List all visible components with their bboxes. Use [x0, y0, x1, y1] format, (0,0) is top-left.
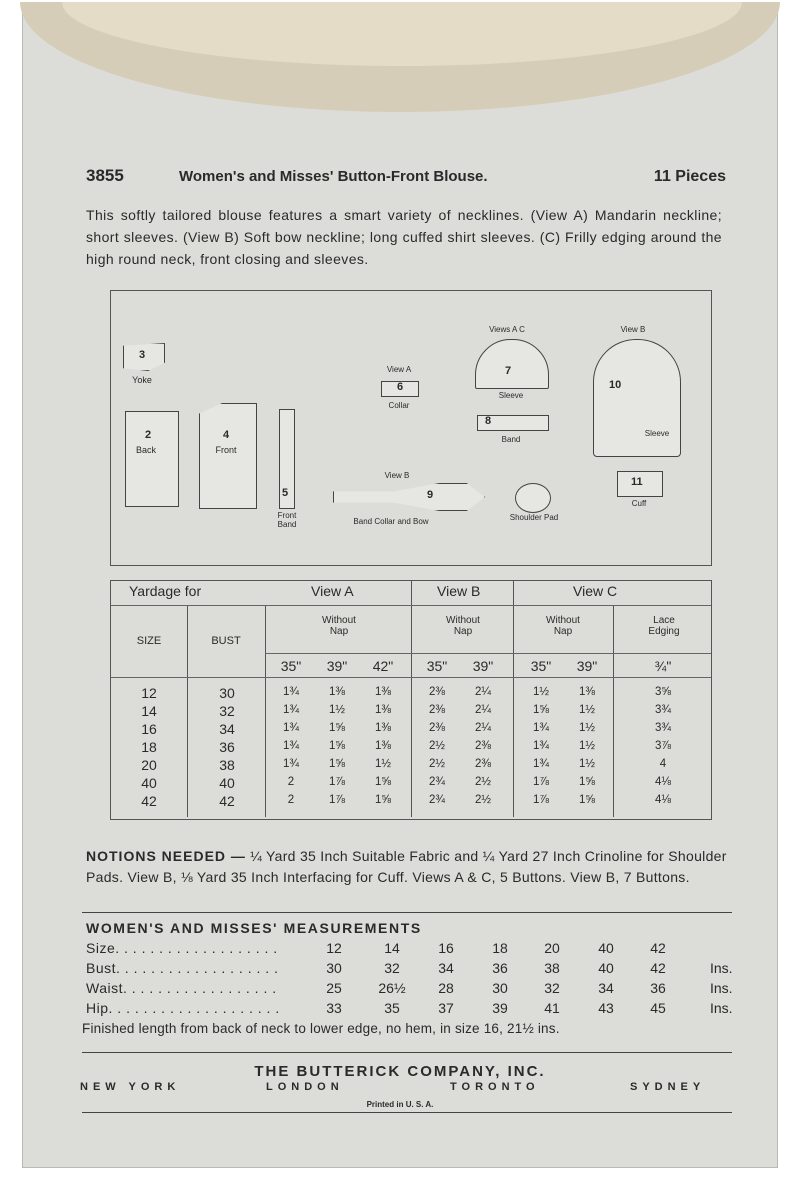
piece-label: Back	[135, 445, 156, 455]
divider	[265, 653, 711, 654]
measurement-value: 33	[326, 1000, 342, 1016]
yardage-cell: 1⅝	[329, 758, 345, 770]
yardage-cell: 1⅝	[375, 794, 391, 806]
measurement-value: 16	[438, 940, 454, 956]
bust-cell: 42	[219, 793, 235, 809]
view-label: View B	[620, 325, 646, 334]
yardage-cell: 1⅞	[533, 794, 549, 806]
without-nap-c: Without Nap	[546, 615, 580, 637]
yardage-cell: 1⅜	[579, 686, 595, 698]
divider	[82, 1112, 732, 1113]
city: TORONTO	[450, 1081, 540, 1093]
divider	[82, 912, 732, 913]
piece-label: Yoke	[132, 375, 152, 385]
measurement-value: 12	[326, 940, 342, 956]
bust-cell: 32	[219, 703, 235, 719]
size-cell: 16	[141, 721, 157, 737]
measurement-value: 32	[384, 960, 400, 976]
finished-length-note: Finished length from back of neck to lower edge, no hem, in size 16, 21½ ins.	[82, 1021, 560, 1036]
size-cell: 40	[141, 775, 157, 791]
measurement-value: 41	[544, 1000, 560, 1016]
pattern-envelope	[22, 8, 778, 1168]
notions-heading: NOTIONS NEEDED —	[86, 848, 246, 864]
city: SYDNEY	[630, 1081, 706, 1093]
width-header: 42"	[372, 658, 394, 674]
piece-label: Collar	[388, 401, 410, 410]
pattern-description: This softly tailored blouse features a smart variety of necklines. (View A) Mandarin neckline; short sleeves. (View B) Soft bow neckline; long cuffed shirt sleeves. (C) Frilly edging around the high round neck, front closing and sleeves.	[86, 207, 722, 267]
bust-cell: 40	[219, 775, 235, 791]
piece-number: 3	[139, 349, 146, 361]
without-nap-b: Without Nap	[446, 615, 480, 637]
yardage-cell: 3⅝	[655, 686, 671, 698]
pattern-header	[86, 166, 726, 194]
bust-cell: 30	[219, 685, 235, 701]
size-cell: 12	[141, 685, 157, 701]
yardage-cell: 2⅜	[475, 758, 491, 770]
measurement-value: 43	[598, 1000, 614, 1016]
width-header: 39"	[326, 658, 348, 674]
measurement-label: Size. . . . . . . . . . . . . . . . . . .	[86, 940, 278, 956]
yardage-cell: 1¾	[283, 740, 299, 752]
yardage-cell: 1½	[533, 686, 549, 698]
yardage-cell: 2½	[475, 794, 491, 806]
size-cell: 14	[141, 703, 157, 719]
measurement-value: 42	[650, 940, 666, 956]
yardage-title: Yardage for	[129, 583, 202, 599]
measurement-value: 40	[598, 940, 614, 956]
yardage-cell: 2¼	[475, 704, 491, 716]
measurement-value: 34	[438, 960, 454, 976]
yardage-cell: 1⅜	[375, 686, 391, 698]
piece-band-collar-bow	[333, 483, 485, 511]
yardage-cell: 1⅜	[329, 686, 345, 698]
measurement-value: 28	[438, 980, 454, 996]
yardage-cell: 2⅜	[429, 686, 445, 698]
yardage-cell: 2⅜	[429, 722, 445, 734]
yardage-cell: 2¼	[475, 722, 491, 734]
measurement-label: Bust. . . . . . . . . . . . . . . . . . .	[86, 960, 279, 976]
yardage-cell: 4	[659, 758, 667, 770]
piece-label: Front Band	[277, 511, 297, 529]
yardage-cell: 2	[287, 776, 295, 788]
yardage-cell: 1¾	[283, 758, 299, 770]
bust-cell: 38	[219, 757, 235, 773]
yardage-cell: 1½	[579, 758, 595, 770]
view-label: Views A C	[489, 325, 525, 334]
divider	[111, 605, 711, 606]
yardage-cell: 1⅝	[579, 776, 595, 788]
piece-number: 8	[485, 415, 492, 427]
piece-number: 4	[223, 429, 230, 441]
bust-cell: 34	[219, 721, 235, 737]
measurement-value: 18	[492, 940, 508, 956]
yardage-cell: 1⅞	[329, 794, 345, 806]
yardage-cell: 3¾	[655, 704, 671, 716]
yardage-cell: 1⅝	[579, 794, 595, 806]
measurement-unit: Ins.	[710, 1000, 733, 1016]
piece-label: Sleeve	[498, 391, 524, 400]
measurement-label: Hip. . . . . . . . . . . . . . . . . . . .	[86, 1000, 280, 1016]
yardage-cell: 1⅝	[329, 722, 345, 734]
bust-cell: 36	[219, 739, 235, 755]
yardage-cell: 1⅝	[329, 740, 345, 752]
measurement-value: 45	[650, 1000, 666, 1016]
piece-count: 11 Pieces	[653, 168, 726, 185]
lace-edging-header: Lace Edging	[648, 615, 680, 637]
yardage-cell: 2¾	[429, 776, 445, 788]
measurement-value: 35	[384, 1000, 400, 1016]
measurement-value: 38	[544, 960, 560, 976]
yardage-cell: 1¾	[283, 686, 299, 698]
yardage-table	[110, 580, 712, 820]
measurement-label: Waist. . . . . . . . . . . . . . . . . .	[86, 980, 277, 996]
divider	[82, 1052, 732, 1053]
yardage-cell: 4⅛	[655, 776, 671, 788]
piece-shoulder-pad	[515, 483, 551, 513]
yardage-cell: 3¾	[655, 722, 671, 734]
piece-number: 9	[427, 489, 434, 501]
yardage-cell: 2⅜	[429, 704, 445, 716]
width-header: 39"	[472, 658, 494, 674]
divider	[613, 605, 614, 817]
yardage-cell: 3⅞	[655, 740, 671, 752]
width-header: 35"	[426, 658, 448, 674]
measurement-value: 34	[598, 980, 614, 996]
view-label: View B	[384, 471, 410, 480]
pattern-pieces-diagram	[110, 290, 712, 566]
measurement-value: 40	[598, 960, 614, 976]
yardage-cell: 1⅝	[375, 776, 391, 788]
without-nap-a: Without Nap	[322, 615, 356, 637]
yardage-cell: 1⅜	[375, 704, 391, 716]
view-a-header: View A	[311, 583, 354, 599]
measurement-value: 30	[492, 980, 508, 996]
yardage-cell: 2¾	[429, 794, 445, 806]
piece-number: 2	[145, 429, 152, 441]
piece-label: Shoulder Pad	[509, 513, 559, 522]
measurement-value: 14	[384, 940, 400, 956]
size-cell: 18	[141, 739, 157, 755]
bust-column-header: BUST	[211, 635, 241, 647]
width-header: 35"	[530, 658, 552, 674]
measurement-value: 39	[492, 1000, 508, 1016]
measurement-value: 36	[650, 980, 666, 996]
pattern-title: Women's and Misses' Button-Front Blouse.	[179, 168, 488, 185]
yardage-cell: 1½	[375, 758, 391, 770]
measurement-unit: Ins.	[710, 980, 733, 996]
measurement-value: 37	[438, 1000, 454, 1016]
notions-section	[86, 846, 730, 888]
measurement-value: 42	[650, 960, 666, 976]
notions-text: ¼ Yard 35 Inch Suitable Fabric and ¼ Yard 27 Inch Crinoline for Shoulder Pads. View B, ⅛ Yard 35 Inch Interfacing for Cuff. Views A & C, 5 Buttons. View B, 7 Buttons.	[86, 848, 727, 885]
measurement-value: 20	[544, 940, 560, 956]
piece-sleeve-b	[593, 339, 681, 457]
view-label: View A	[386, 365, 412, 374]
piece-label: Band	[501, 435, 521, 444]
piece-number: 11	[631, 476, 643, 488]
view-c-header: View C	[573, 583, 618, 599]
width-header: ¾"	[654, 658, 672, 674]
view-b-header: View B	[437, 583, 481, 599]
yardage-cell: 1¾	[533, 722, 549, 734]
piece-number: 6	[397, 381, 404, 393]
measurement-value: 26½	[378, 980, 406, 996]
yardage-cell: 4⅛	[655, 794, 671, 806]
width-header: 35"	[280, 658, 302, 674]
piece-sleeve-a-c	[475, 339, 549, 389]
yardage-cell: 1¾	[283, 704, 299, 716]
yardage-cell: 2	[287, 794, 295, 806]
divider	[187, 605, 188, 817]
size-column-header: SIZE	[136, 635, 162, 647]
yardage-cell: 1¾	[283, 722, 299, 734]
measurement-value: 32	[544, 980, 560, 996]
yardage-cell: 1½	[579, 704, 595, 716]
piece-label: Front	[215, 445, 237, 455]
city: LONDON	[266, 1081, 344, 1093]
yardage-cell: 2½	[429, 758, 445, 770]
measurements-title: WOMEN'S AND MISSES' MEASUREMENTS	[86, 920, 422, 936]
piece-label: Band Collar and Bow	[353, 517, 429, 526]
pattern-number: 3855	[86, 166, 124, 185]
yardage-cell: 1½	[329, 704, 345, 716]
divider	[513, 581, 514, 817]
measurement-value: 36	[492, 960, 508, 976]
yardage-cell: 1⅜	[375, 740, 391, 752]
yardage-cell: 1⅞	[533, 776, 549, 788]
piece-number: 5	[282, 487, 289, 499]
divider	[411, 581, 412, 817]
size-cell: 42	[141, 793, 157, 809]
yardage-cell: 2½	[475, 776, 491, 788]
yardage-cell: 1½	[579, 740, 595, 752]
yardage-cell: 1¾	[533, 740, 549, 752]
piece-label: Cuff	[631, 499, 647, 508]
piece-number: 10	[609, 379, 622, 391]
piece-number: 7	[505, 365, 512, 377]
piece-label: Sleeve	[644, 429, 670, 438]
measurement-value: 30	[326, 960, 342, 976]
yardage-cell: 2¼	[475, 686, 491, 698]
city: NEW YORK	[80, 1081, 181, 1093]
yardage-cell: 1⅜	[375, 722, 391, 734]
measurement-value: 25	[326, 980, 342, 996]
yardage-cell: 1¾	[533, 758, 549, 770]
yardage-cell: 1½	[579, 722, 595, 734]
yardage-cell: 1⅞	[329, 776, 345, 788]
width-header: 39"	[576, 658, 598, 674]
size-cell: 20	[141, 757, 157, 773]
divider	[265, 605, 266, 817]
measurement-unit: Ins.	[710, 960, 733, 976]
yardage-cell: 2½	[429, 740, 445, 752]
company-name: THE BUTTERICK COMPANY, INC.	[254, 1063, 546, 1080]
yardage-cell: 1⅝	[533, 704, 549, 716]
divider	[111, 677, 711, 678]
piece-front	[199, 403, 257, 509]
printed-in: Printed in U. S. A.	[366, 1100, 434, 1109]
yardage-cell: 2⅜	[475, 740, 491, 752]
piece-back	[125, 411, 179, 507]
